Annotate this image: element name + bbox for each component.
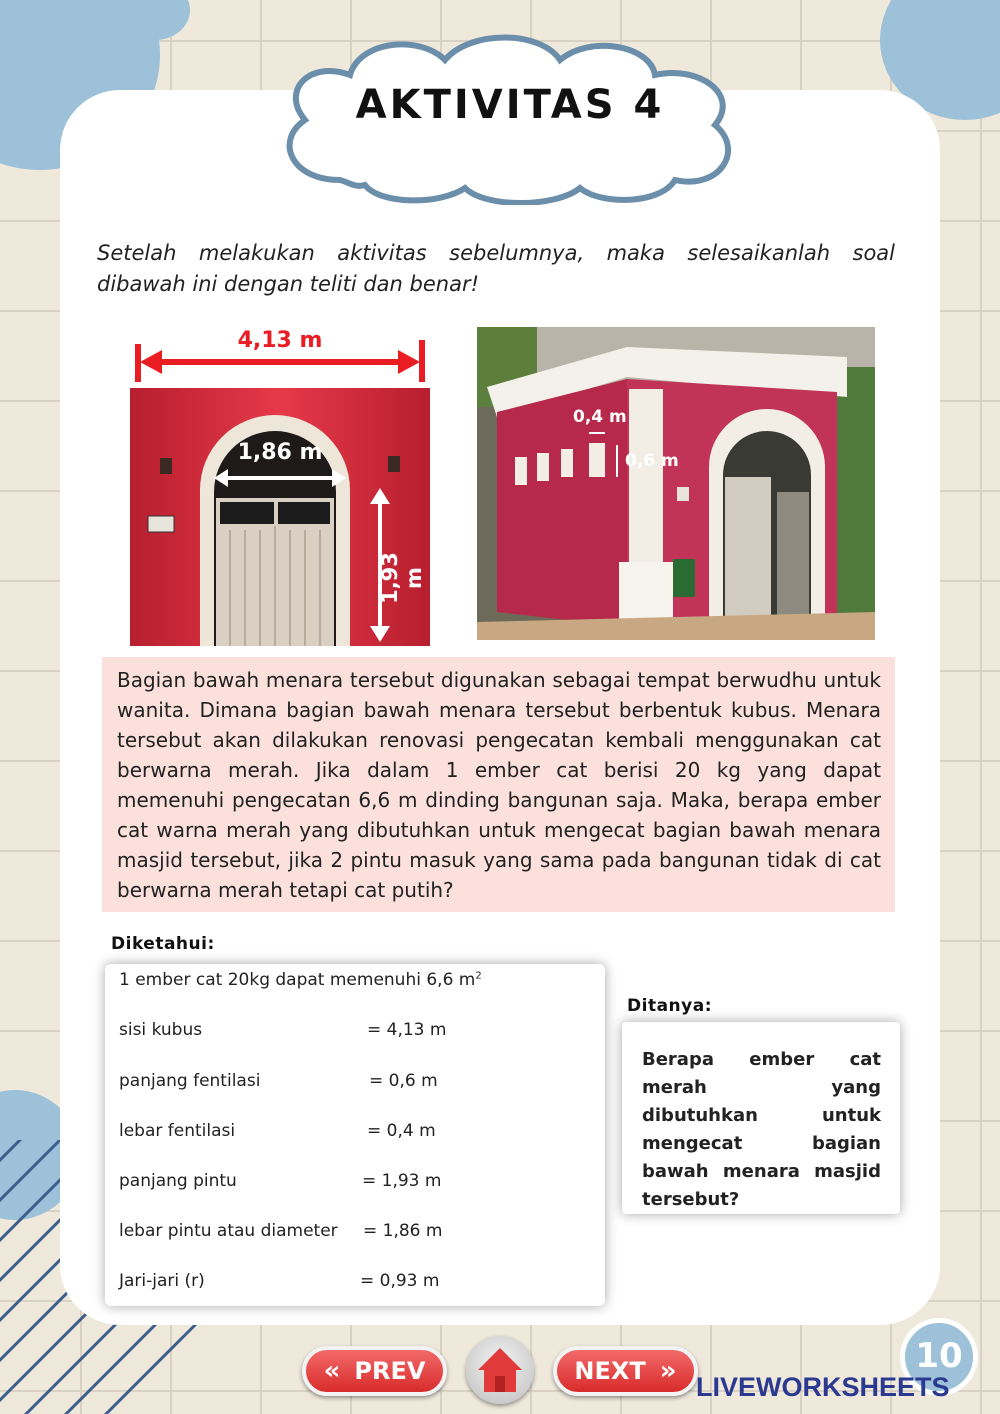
- problem-statement: Bagian bawah menara tersebut digunakan sebagai tempat berwudhu untuk wanita. Dimana bagian bawah menara tersebut berbentuk kubus. Menara tersebut akan dilakukan renovasi pengecatan kembali menggunakan cat berwarna merah. Jika dalam 1 ember cat berisi 20 kg yang dapat memenuhi pengecatan 6,6 m dinding bangunan saja. Maka, berapa ember cat warna merah yang dibutuhkan untuk mengecat bagian bawah menara masjid tersebut, jika 2 pintu masuk yang sama pada bangunan tidak di cat berwarna merah tetapi cat putih?: [102, 657, 895, 912]
- vent-height-label: 0,6 m: [625, 451, 679, 471]
- known-row-name: panjang fentilasi: [119, 1071, 261, 1091]
- next-label: NEXT: [574, 1357, 646, 1385]
- page-title: AKTIVITAS 4: [355, 82, 665, 128]
- known-row-value: = 0,93 m: [360, 1271, 440, 1291]
- wall-width-label: 4,13 m: [237, 330, 323, 353]
- door-width-label: 1,86 m: [237, 440, 323, 465]
- home-button[interactable]: [466, 1336, 534, 1404]
- door-photo: [130, 330, 430, 646]
- known-row-name: lebar pintu atau diameter: [119, 1221, 338, 1241]
- vent-width-label: 0,4 m: [573, 407, 627, 427]
- known-row-name: sisi kubus: [119, 1020, 203, 1040]
- known-row-value: = 1,93 m: [362, 1171, 442, 1191]
- building-photo: [477, 327, 875, 640]
- door-height-label: 1,93 m: [378, 552, 426, 604]
- prev-button[interactable]: [302, 1346, 447, 1396]
- liveworksheets-logo: LIVEWORKSHEETS: [696, 1372, 950, 1402]
- prev-label: PREV: [354, 1357, 426, 1385]
- known-row-value: = 4,13 m: [367, 1020, 447, 1040]
- home-icon: [466, 1336, 534, 1404]
- intro-text: Setelah melakukan aktivitas sebelumnya, maka selesaikanlah soal dibawah ini dengan teliti dan benar!: [97, 241, 895, 296]
- known-intro: [119, 970, 482, 990]
- double-chevron-right-icon: »: [659, 1356, 677, 1386]
- known-heading: Diketahui:: [111, 934, 215, 954]
- asked-box: Berapa ember cat merah yang dibutuhkan untuk mengecat bagian bawah menara masjid tersebut?: [622, 1022, 900, 1214]
- asked-heading: Ditanya:: [627, 996, 712, 1016]
- known-row-name: lebar fentilasi: [119, 1121, 236, 1141]
- next-button[interactable]: [553, 1346, 698, 1396]
- known-row-value: = 0,4 m: [367, 1121, 436, 1141]
- page-number: 10: [900, 1318, 978, 1396]
- known-row-value: = 0,6 m: [369, 1071, 438, 1091]
- known-intro-sup: 2: [475, 970, 482, 982]
- known-row-name: Jari-jari (r): [119, 1271, 205, 1291]
- known-row-value: = 1,86 m: [363, 1221, 443, 1241]
- known-row-name: panjang pintu: [119, 1171, 237, 1191]
- known-box: [105, 964, 605, 1306]
- double-chevron-left-icon: «: [323, 1356, 341, 1386]
- known-intro-text: 1 ember cat 20kg dapat memenuhi 6,6 m: [119, 970, 476, 990]
